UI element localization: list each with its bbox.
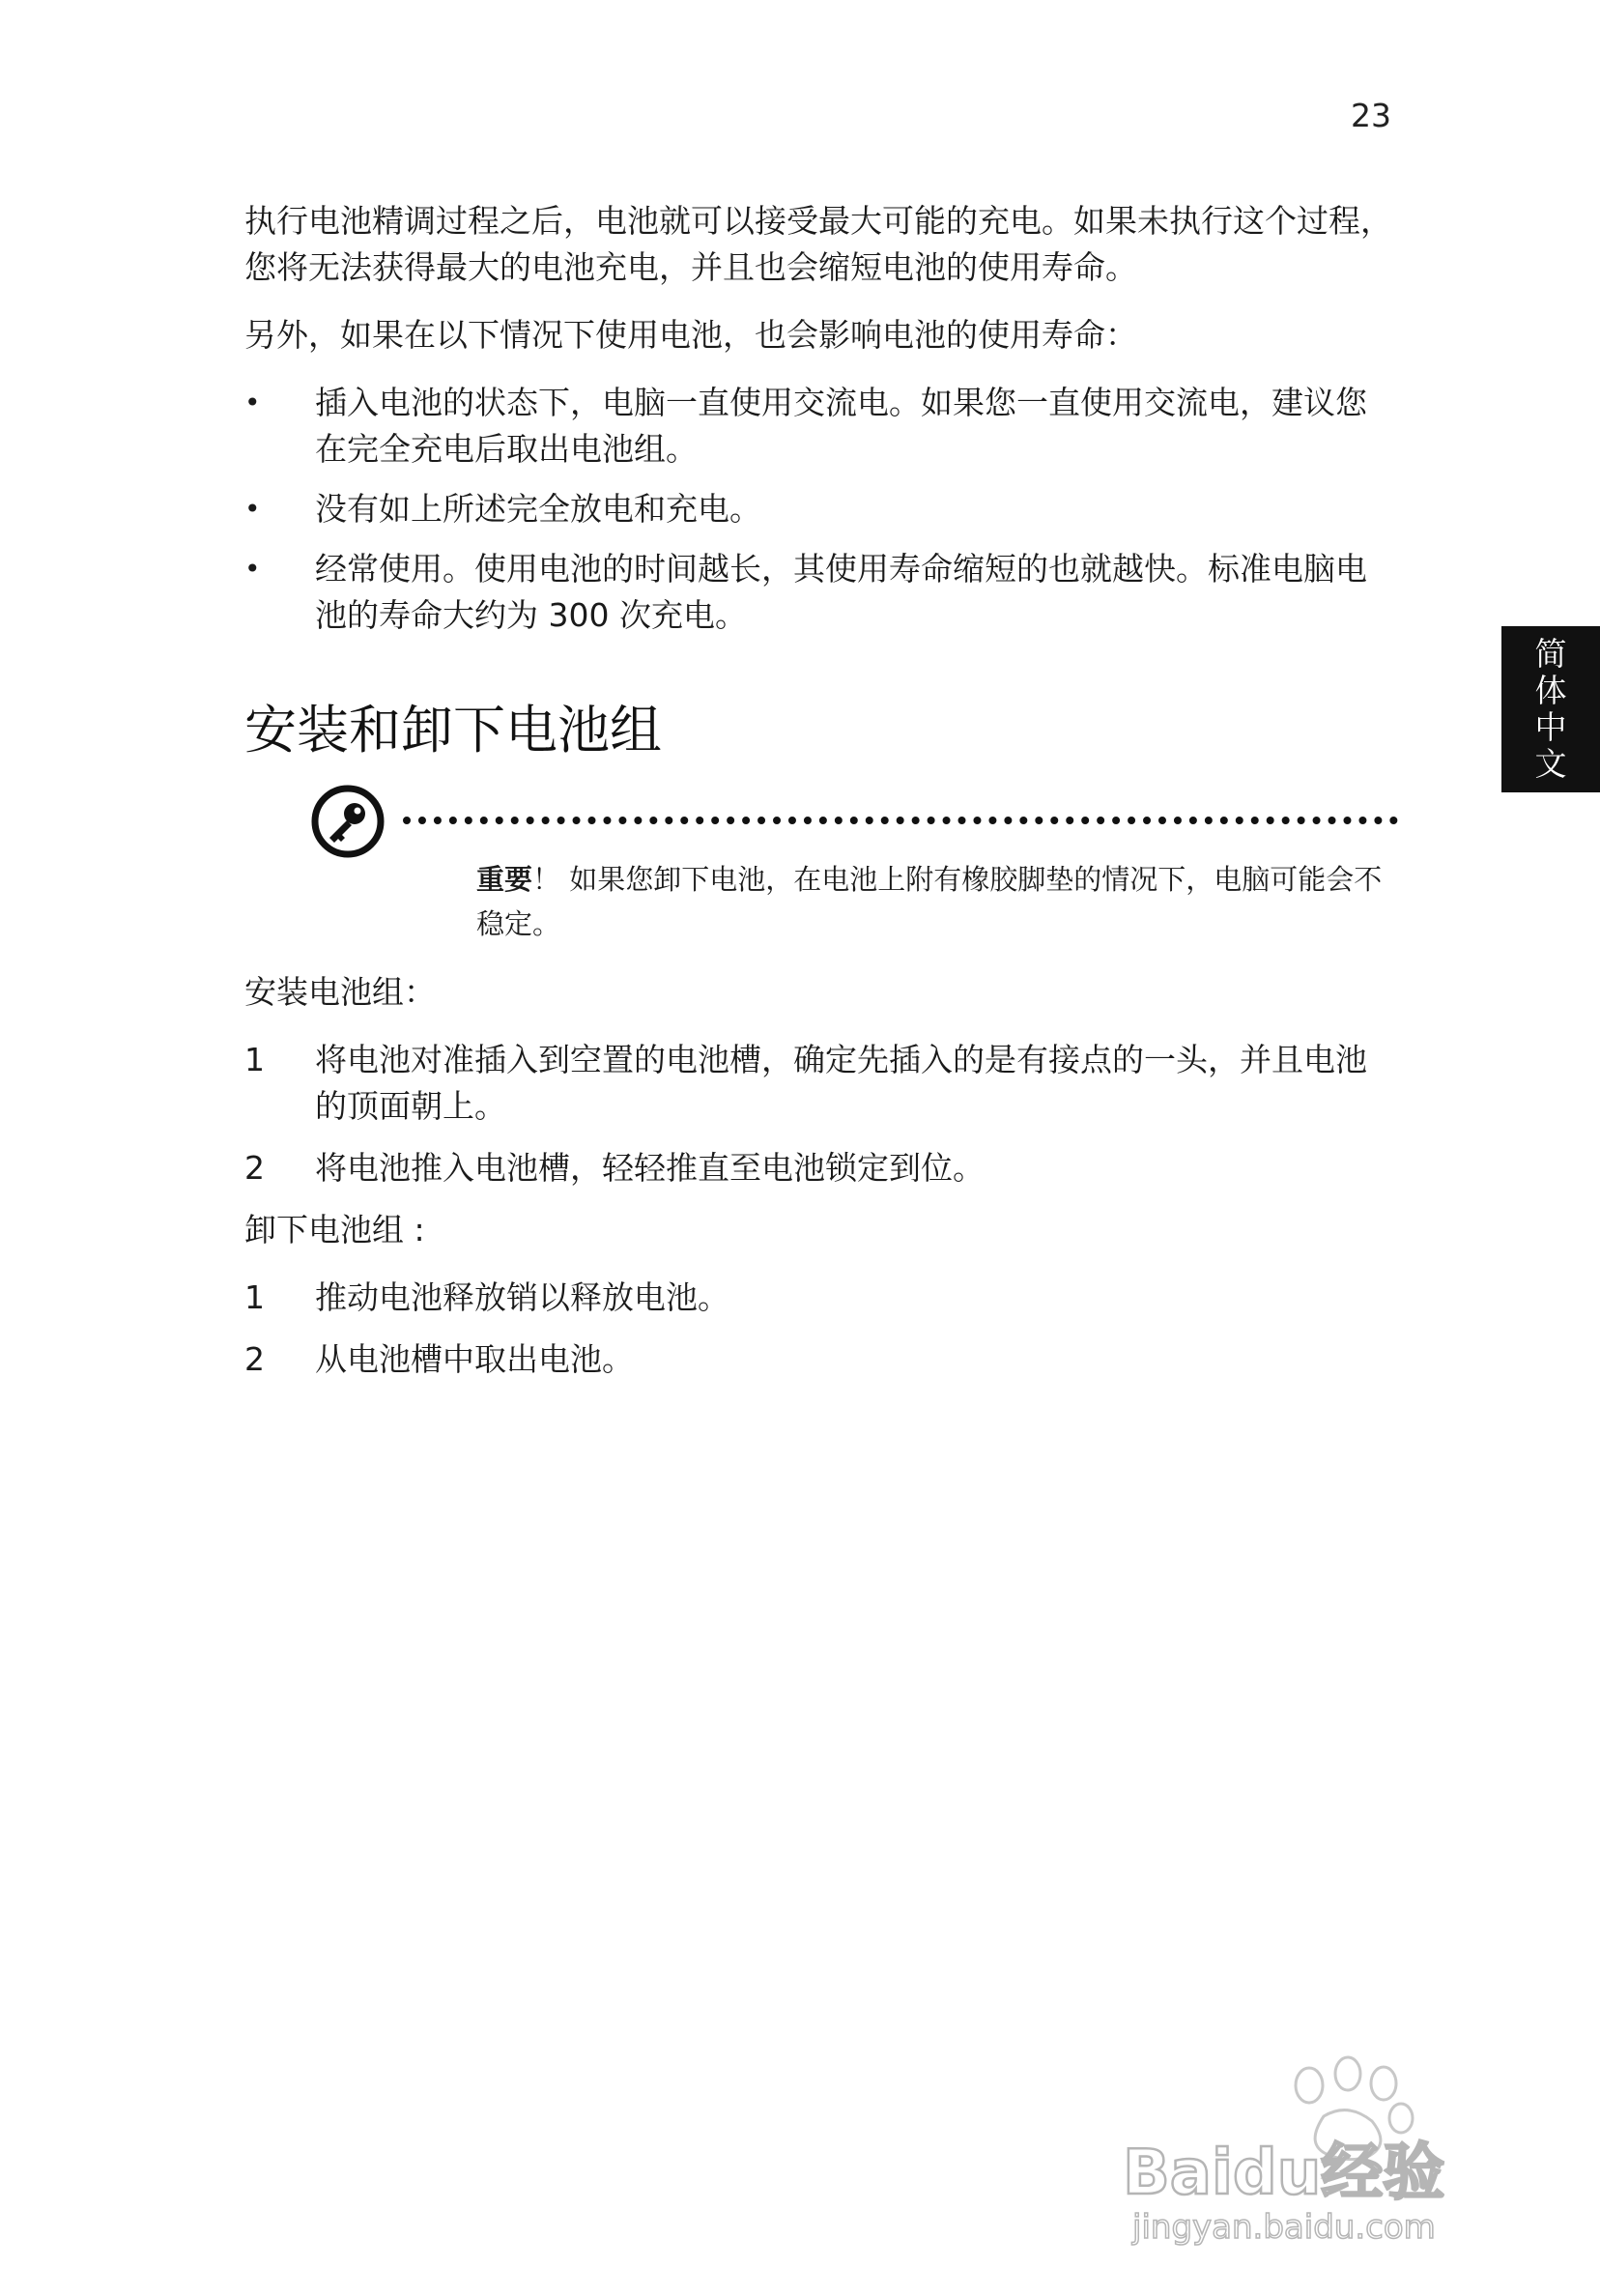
list-item-text: 插入电池的状态下，电脑一直使用交流电。如果您一直使用交流电，建议您在完全充电后取出电池组。 (315, 384, 1367, 468)
step-number: 2 (244, 1149, 265, 1187)
list-item (244, 380, 1394, 473)
language-tab-char: 体 (1534, 672, 1567, 709)
important-note (310, 784, 1394, 948)
step-text: 将电池推入电池槽，轻轻推直至电池锁定到位。 (315, 1149, 985, 1187)
step-text: 从电池槽中取出电池。 (315, 1340, 634, 1378)
install-heading: 安装电池组： (244, 973, 436, 1011)
list-item-text: 没有如上所述完全放电和充电。 (315, 490, 761, 528)
intro-paragraph-2: 另外，如果在以下情况下使用电池，也会影响电池的使用寿命： (244, 316, 1137, 354)
language-tab (1501, 626, 1600, 792)
watermark-url: jingyan.baidu.com (1132, 2208, 1436, 2247)
dotted-divider (403, 817, 1398, 824)
step-text: 推动电池释放销以释放电池。 (315, 1278, 729, 1316)
step-number: 2 (244, 1340, 265, 1378)
note-punct: ！ (532, 863, 561, 896)
note-body: 如果您卸下电池，在电池上附有橡胶脚垫的情况下，电脑可能会不稳定。 (476, 863, 1383, 940)
remove-heading: 卸下电池组 : (244, 1211, 425, 1248)
bullet-marker: • (244, 553, 261, 585)
note-label: 重要 (476, 863, 533, 896)
page-number: 23 (1351, 97, 1391, 134)
bullet-list (244, 380, 1394, 639)
language-tab-char: 中 (1534, 708, 1567, 746)
list-item (244, 1037, 1394, 1130)
step-number: 1 (244, 1041, 265, 1078)
language-tab-char: 文 (1534, 745, 1567, 783)
step-text: 将电池对准插入到空置的电池槽，确定先插入的是有接点的一头，并且电池的顶面朝上。 (315, 1041, 1367, 1125)
list-item-text: 经常使用。使用电池的时间越长，其使用寿命缩短的也就越快。标准电脑电池的寿命大约为 300 次充电。 (315, 550, 1367, 634)
step-number: 1 (244, 1278, 265, 1316)
list-item (244, 1145, 1394, 1191)
remove-steps (244, 1275, 1394, 1383)
intro-paragraph: 执行电池精调过程之后，电池就可以接受最大可能的充电。如果未执行这个过程，您将无法获得最大的电池充电，并且也会缩短电池的使用寿命。 (244, 202, 1392, 286)
list-item (244, 486, 1394, 532)
note-text (476, 857, 1404, 946)
key-icon (310, 784, 386, 859)
page-content (244, 198, 1394, 1398)
baidu-watermark (1111, 2049, 1517, 2252)
list-item (244, 1336, 1394, 1383)
list-item (244, 1275, 1394, 1321)
bullet-marker: • (244, 387, 261, 418)
list-item (244, 546, 1394, 639)
watermark-logo: Baidu经验 (1123, 2138, 1445, 2209)
language-tab-char: 简 (1534, 635, 1567, 673)
bullet-marker: • (244, 493, 261, 525)
install-steps (244, 1037, 1394, 1191)
section-title: 安装和卸下电池组 (244, 700, 662, 761)
